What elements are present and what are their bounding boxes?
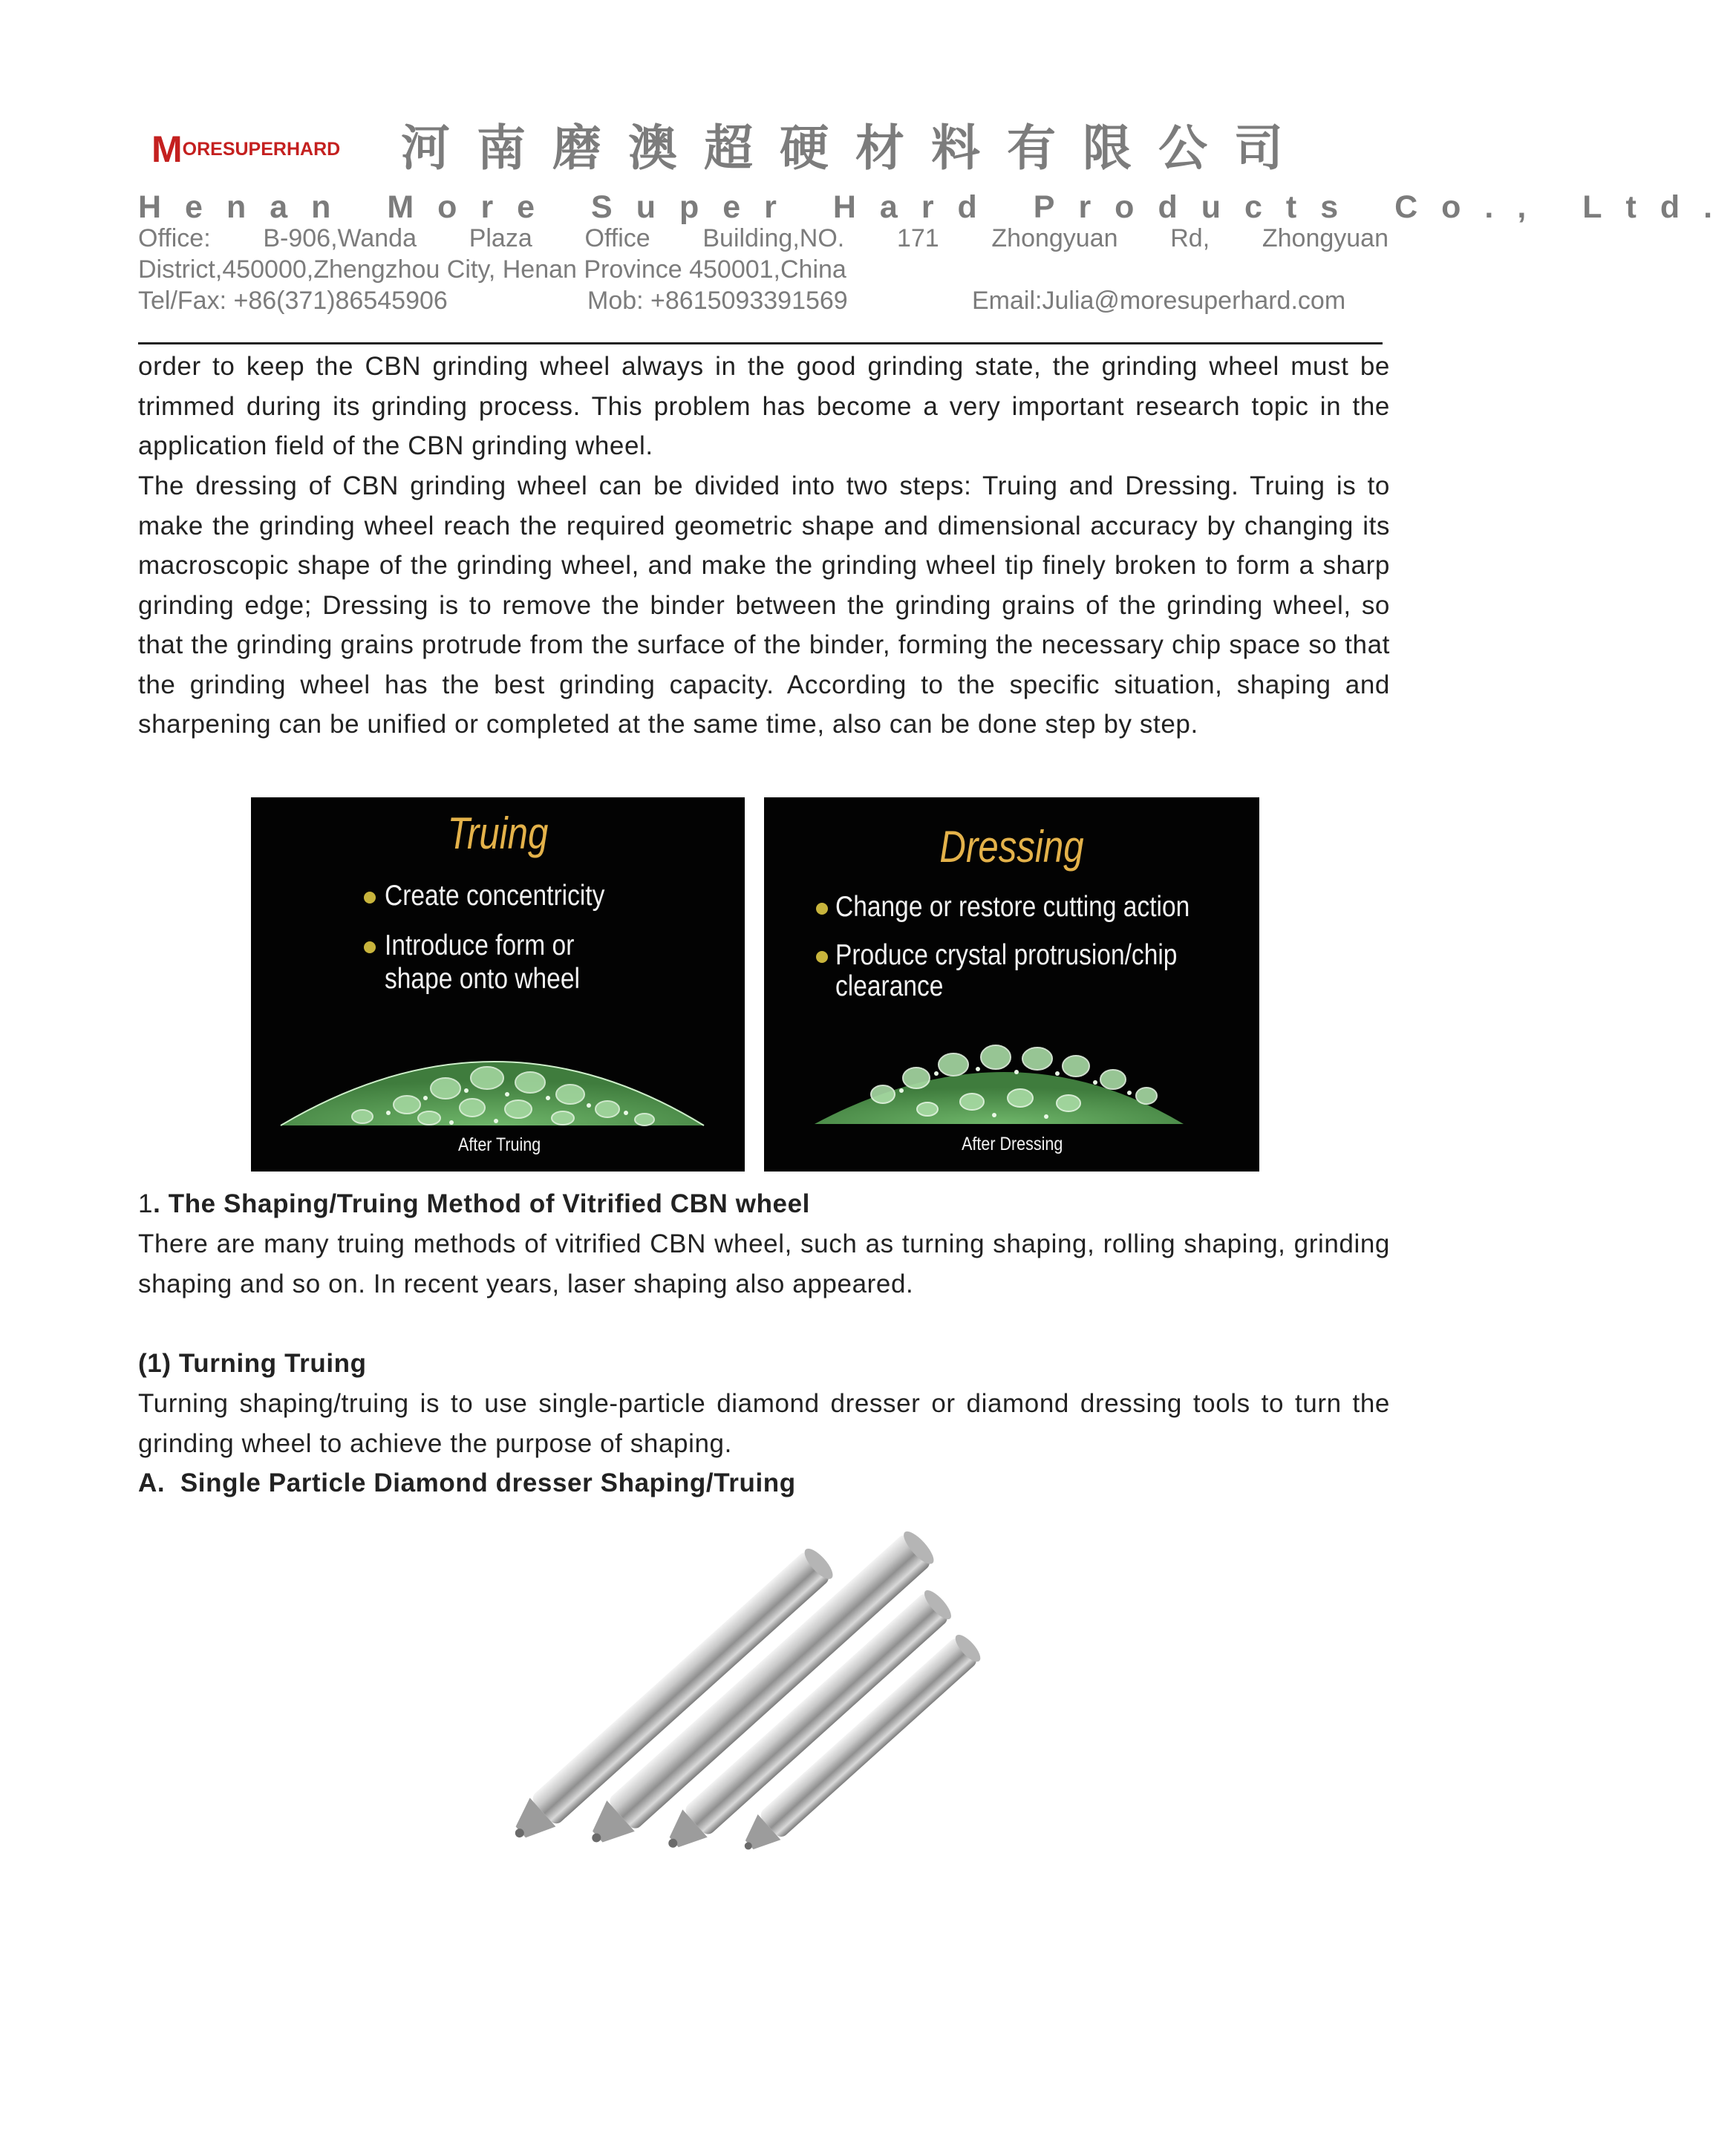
logo-initial: M (151, 128, 183, 170)
section-1-heading (138, 1184, 1390, 1224)
logo-wordmark: ORESUPERHARD (182, 139, 341, 160)
company-name-english: Henan More Super Hard Products Co., Ltd. (138, 189, 1736, 225)
office-address-line-2: District,450000,Zhengzhou City, Henan Province 450001,China (138, 255, 846, 284)
dressing-illustration (764, 797, 1259, 1172)
bullet-dot (816, 951, 828, 963)
truing-caption: After Truing (458, 1134, 541, 1155)
subsection-a-label: A. (138, 1468, 166, 1497)
bullet-dot (364, 892, 376, 904)
turning-truing-paragraph: Turning shaping/truing is to use single-particle diamond dresser or diamond dressing tools to turn the grinding wheel to achieve the purpose of shaping. (138, 1389, 1390, 1458)
section-title: . The Shaping/Truing Method of Vitrified CBN wheel (153, 1189, 810, 1218)
company-logo (151, 128, 373, 170)
truing-bullet-1: Create concentricity (385, 880, 605, 912)
bullet-dot (364, 941, 376, 953)
dressing-bullet-1: Change or restore cutting action (835, 891, 1190, 923)
bullet-dot (816, 903, 828, 915)
subsection-a-heading (138, 1463, 1390, 1503)
dressing-steps-paragraph: The dressing of CBN grinding wheel can be divided into two steps: Truing and Dressing. Truing is to make the grinding wheel reach the required geometric shape and dimensional accuracy by changing its macroscopic shape of the grinding wheel, and make the grinding wheel tip finely broken to form a sharp grinding edge; Dressing is to remove the binder between the grinding grains of the grinding wheel, so that the grinding grains protrude from the surface of the binder, forming the necessary chip space so that the grinding wheel has the best grinding capacity. According to the specific situation, shaping and sharpening can be unified or completed at the same time, also can be done step by step. (138, 471, 1390, 739)
header-divider (138, 342, 1383, 344)
dressing-title: Dressing (939, 822, 1084, 872)
mobile-number: Mob: +8615093391569 (587, 287, 848, 315)
section-1-paragraph: There are many truing methods of vitrified CBN wheel, such as turning shaping, rolling shaping, grinding shaping and so on. In recent years, laser shaping also appeared. (138, 1229, 1390, 1298)
intro-paragraph: order to keep the CBN grinding wheel always in the good grinding state, the grinding wheel must be trimmed during its grinding process. This problem has become a very important research topic in the application field of the CBN grinding wheel. (138, 352, 1390, 460)
email-address: Email:Julia@moresuperhard.com (972, 287, 1346, 315)
diamond-dresser-rods-photo (175, 1519, 1252, 1964)
subsection-a-title: Single Particle Diamond dresser Shaping/Truing (180, 1468, 796, 1497)
subsection-turning-truing-heading: (1) Turning Truing (138, 1349, 367, 1378)
section-number: 1 (138, 1189, 154, 1218)
truing-bullet-2-line-2: shape onto wheel (385, 963, 580, 995)
tel-fax: Tel/Fax: +86(371)86545906 (138, 287, 448, 315)
company-name-chinese: 河南磨澳超硬材料有限公司 (401, 120, 1310, 177)
dressing-bullet-2-line-2: clearance (835, 970, 944, 1002)
dressing-caption: After Dressing (962, 1134, 1063, 1154)
truing-title: Truing (447, 808, 549, 858)
truing-illustration (251, 797, 745, 1172)
dressing-bullet-2-line-1: Produce crystal protrusion/chip (835, 939, 1178, 971)
truing-bullet-2-line-1: Introduce form or (385, 929, 575, 961)
office-address-line-1: Office: B-906,Wanda Plaza Office Building,NO. 171 Zhongyuan Rd, Zhongyuan (138, 224, 1389, 252)
